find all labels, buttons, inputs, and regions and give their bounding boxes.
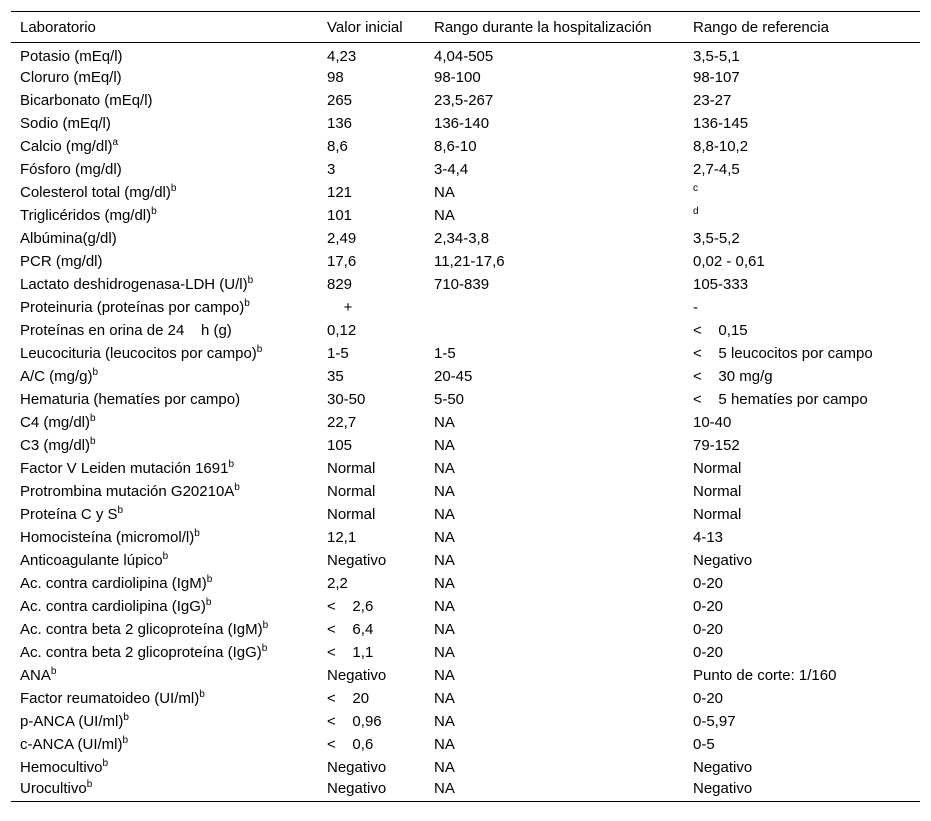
laboratory-name: p-ANCA (UI/ml) [20,712,124,730]
cell-reference-range [684,457,920,480]
cell-initial-value: < 20 [327,689,370,707]
cell-laboratory [11,503,318,526]
cell-laboratory [11,756,318,779]
table-header [11,12,920,43]
cell-laboratory [11,733,318,756]
cell-laboratory [11,388,318,411]
reference-value: 0-20 [693,620,724,638]
reference-value: 98-107 [693,68,740,86]
laboratory-name: Factor V Leiden mutación 1691 [20,459,229,477]
cell-laboratory [11,687,318,710]
cell-reference-range [684,227,920,250]
cell-hospital-range [425,319,684,342]
table-row [11,434,920,457]
cell-reference-range [684,503,920,526]
cell-hospital-range: NA [434,597,455,615]
cell-laboratory [11,434,318,457]
cell-hospital-range: NA [434,436,455,454]
cell-initial-value: Negativo [327,666,387,684]
reference-value: 4-13 [693,528,724,546]
cell-reference-range [684,756,920,779]
table-row [11,89,920,112]
cell-laboratory [11,526,318,549]
footnote-marker: b [228,458,235,470]
cell-initial-value: Negativo [327,551,387,569]
laboratory-name: Hematuria (hematíes por campo) [20,390,241,408]
cell-laboratory [11,273,318,296]
cell-laboratory [11,296,318,319]
cell-reference-range [684,733,920,756]
table-row [11,112,920,135]
footnote-marker: b [117,504,124,516]
reference-value: 0-20 [693,689,724,707]
reference-value: 136-145 [693,114,749,132]
cell-reference-range [684,89,920,112]
reference-value: 0-5,97 [693,712,736,730]
cell-laboratory [11,227,318,250]
table-row [11,595,920,618]
cell-reference-range [684,365,920,388]
reference-value: 23-27 [693,91,732,109]
laboratory-name: Potasio (mEq/l) [20,48,123,66]
header-initial-value: Valor inicial [318,12,425,43]
cell-hospital-range: 11,21-17,6 [434,252,505,270]
cell-initial-value: 98 [327,68,344,86]
cell-initial-value: Normal [327,459,376,477]
cell-initial-value: 136 [327,114,353,132]
cell-hospital-range: 98-100 [434,68,481,86]
cell-initial-value: 105 [327,436,353,454]
reference-value: Punto de corte: 1/160 [693,666,837,684]
cell-initial-value: 22,7 [327,413,357,431]
reference-value: Normal [693,482,742,500]
table-row [11,503,920,526]
reference-value: 10-40 [693,413,732,431]
reference-value: 3,5-5,1 [693,48,740,66]
cell-reference-range [684,158,920,181]
table-row [11,365,920,388]
header-reference-range: Rango de referencia [684,12,920,43]
laboratory-name: Factor reumatoideo (UI/ml) [20,689,200,707]
reference-value: Normal [693,459,742,477]
cell-initial-value: 3 [327,160,336,178]
cell-reference-range [684,641,920,664]
cell-reference-range [684,181,920,204]
laboratory-name: Calcio (mg/dl) [20,137,113,155]
reference-value: 3,5-5,2 [693,229,740,247]
cell-reference-range [684,779,920,802]
cell-reference-range [684,135,920,158]
cell-laboratory [11,66,318,89]
footnote-marker: c [693,182,698,194]
cell-reference-range [684,296,920,319]
reference-value: 0,02 - 0,61 [693,252,765,270]
laboratory-name: C4 (mg/dl) [20,413,91,431]
cell-initial-value: 17,6 [327,252,357,270]
cell-initial-value: + [327,298,353,316]
laboratory-name: Albúmina(g/dl) [20,229,117,247]
cell-hospital-range: NA [434,735,455,753]
laboratory-name: Triglicéridos (mg/dl) [20,206,152,224]
cell-initial-value: < 0,96 [327,712,382,730]
cell-hospital-range: NA [434,528,455,546]
cell-hospital-range: 710-839 [434,275,490,293]
cell-laboratory [11,319,318,342]
footnote-marker: b [234,481,240,493]
cell-laboratory [11,112,318,135]
cell-initial-value: 2,49 [327,229,357,247]
cell-hospital-range: 136-140 [434,114,490,132]
cell-hospital-range: 1-5 [434,344,456,362]
cell-reference-range [684,204,920,227]
cell-initial-value: < 0,6 [327,735,374,753]
cell-reference-range [684,112,920,135]
header-laboratory: Laboratorio [11,12,318,43]
laboratory-name: Ac. contra cardiolipina (IgM) [20,574,207,592]
cell-hospital-range: 5-50 [434,390,465,408]
footnote-marker: b [256,343,263,355]
footnote-marker: b [102,757,109,769]
table-row [11,319,920,342]
laboratory-name: C3 (mg/dl) [20,436,91,454]
cell-reference-range [684,572,920,595]
cell-laboratory [11,618,318,641]
cell-initial-value: < 1,1 [327,643,374,661]
reference-value: 0-20 [693,574,724,592]
header-row [11,12,920,43]
footnote-marker: b [205,596,212,608]
footnote-marker: b [206,573,213,585]
cell-reference-range [684,480,920,503]
footnote-marker: b [162,550,169,562]
cell-hospital-range: NA [434,551,455,569]
cell-reference-range [684,43,920,66]
cell-initial-value: 829 [327,275,353,293]
laboratory-name: Ac. contra beta 2 glicoproteína (IgM) [20,620,263,638]
cell-initial-value: < 6,4 [327,620,374,638]
reference-value: < 5 leucocitos por campo [693,344,873,362]
cell-reference-range [684,342,920,365]
table-row [11,526,920,549]
footnote-marker: b [90,435,96,447]
table-row [11,572,920,595]
cell-laboratory [11,250,318,273]
cell-reference-range [684,434,920,457]
cell-laboratory [11,710,318,733]
cell-hospital-range: NA [434,459,455,477]
cell-initial-value: 12,1 [327,528,357,546]
cell-laboratory [11,480,318,503]
table-row [11,135,920,158]
cell-hospital-range: 3-4,4 [434,160,469,178]
cell-hospital-range: 4,04-505 [434,48,494,66]
footnote-marker: b [92,366,99,378]
cell-hospital-range: NA [434,413,455,431]
cell-hospital-range: NA [434,505,455,523]
cell-reference-range [684,66,920,89]
cell-initial-value: 2,2 [327,574,348,592]
cell-laboratory [11,572,318,595]
reference-value: Negativo [693,758,753,776]
reference-value: 0-5 [693,735,715,753]
lab-results-table [11,11,920,802]
cell-hospital-range: 20-45 [434,367,473,385]
laboratory-name: Proteína C y S [20,505,118,523]
table-row [11,43,920,66]
laboratory-name: Protrombina mutación G20210A [20,482,235,500]
laboratory-name: Lactato deshidrogenasa-LDH (U/l) [20,275,248,293]
cell-laboratory [11,779,318,802]
cell-reference-range [684,388,920,411]
laboratory-name: Leucocituria (leucocitos por campo) [20,344,257,362]
table-row [11,549,920,572]
table-row [11,756,920,779]
reference-value: 2,7-4,5 [693,160,740,178]
footnote-marker: b [247,274,254,286]
table-row [11,158,920,181]
cell-laboratory [11,43,318,66]
table-row [11,411,920,434]
cell-initial-value: Normal [327,482,376,500]
footnote-marker: b [262,619,269,631]
table-row [11,250,920,273]
cell-laboratory [11,158,318,181]
cell-initial-value: 8,6 [327,137,348,155]
cell-hospital-range [425,296,684,319]
cell-initial-value: 265 [327,91,353,109]
cell-reference-range [684,687,920,710]
table-row [11,664,920,687]
cell-initial-value: 30-50 [327,390,366,408]
table-row [11,480,920,503]
cell-reference-range [684,411,920,434]
cell-initial-value: 35 [327,367,344,385]
cell-reference-range [684,664,920,687]
reference-value: 79-152 [693,436,740,454]
footnote-marker: d [693,205,699,217]
cell-laboratory [11,664,318,687]
footnote-marker: b [170,182,177,194]
cell-laboratory [11,204,318,227]
cell-hospital-range: NA [434,666,455,684]
cell-hospital-range: NA [434,206,455,224]
laboratory-name: c-ANCA (UI/ml) [20,735,123,753]
footnote-marker: b [194,527,200,539]
cell-reference-range [684,595,920,618]
reference-value: Negativo [693,551,753,569]
footnote-marker: b [90,412,96,424]
cell-hospital-range: NA [434,643,455,661]
table-row [11,618,920,641]
cell-hospital-range: NA [434,758,455,776]
cell-hospital-range: NA [434,482,455,500]
cell-initial-value: Negativo [327,758,387,776]
cell-laboratory [11,342,318,365]
footnote-marker: b [123,711,129,723]
cell-reference-range [684,549,920,572]
header-hospital-range: Rango durante la hospitalización [425,12,684,43]
table-row [11,273,920,296]
reference-value: 105-333 [693,275,749,293]
laboratory-name: Hemocultivo [20,758,103,776]
laboratory-name: Ac. contra beta 2 glicoproteína (IgG) [20,643,262,661]
laboratory-name: Fósforo (mg/dl) [20,160,122,178]
table-row [11,641,920,664]
cell-initial-value: < 2,6 [327,597,374,615]
cell-hospital-range: 8,6-10 [434,137,477,155]
cell-reference-range [684,618,920,641]
cell-reference-range [684,250,920,273]
laboratory-name: Proteínas en orina de 24 h (g) [20,321,232,339]
cell-hospital-range: NA [434,183,455,201]
cell-laboratory [11,181,318,204]
laboratory-name: A/C (mg/g) [20,367,93,385]
cell-laboratory [11,641,318,664]
footnote-marker: b [86,778,93,790]
cell-hospital-range: NA [434,620,455,638]
reference-value: < 30 mg/g [693,367,773,385]
laboratory-name: Urocultivo [20,779,87,797]
laboratory-name: Colesterol total (mg/dl) [20,183,171,201]
table-row [11,66,920,89]
cell-initial-value: 0,12 [327,321,357,339]
laboratory-name: Bicarbonato (mEq/l) [20,91,153,109]
laboratory-name: Sodio (mEq/l) [20,114,111,132]
laboratory-name: Proteinuria (proteínas por campo) [20,298,245,316]
laboratory-name: Cloruro (mEq/l) [20,68,122,86]
table-row [11,342,920,365]
cell-reference-range [684,273,920,296]
table-row [11,296,920,319]
table-row [11,181,920,204]
table-row [11,204,920,227]
table-row [11,457,920,480]
table-row [11,388,920,411]
cell-hospital-range: 2,34-3,8 [434,229,490,247]
reference-value: - [693,298,698,316]
table-row [11,227,920,250]
cell-hospital-range: NA [425,779,684,802]
cell-laboratory [11,595,318,618]
cell-initial-value: 101 [327,206,353,224]
table-body [11,43,920,802]
laboratory-name: Ac. contra cardiolipina (IgG) [20,597,206,615]
table-row [11,687,920,710]
footnote-marker: b [151,205,157,217]
lab-results-table-container [11,11,920,802]
cell-initial-value: 121 [327,183,353,201]
cell-laboratory [11,135,318,158]
laboratory-name: PCR (mg/dl) [20,252,103,270]
cell-hospital-range: 23,5-267 [434,91,494,109]
reference-value: Negativo [693,779,753,797]
cell-laboratory [11,457,318,480]
reference-value: 0-20 [693,643,724,661]
laboratory-name: Anticoagulante lúpico [20,551,163,569]
cell-reference-range [684,319,920,342]
reference-value: 8,8-10,2 [693,137,749,155]
laboratory-name: Homocisteína (micromol/l) [20,528,195,546]
footnote-marker: b [261,642,268,654]
cell-hospital-range: NA [434,712,455,730]
reference-value: < 5 hematíes por campo [693,390,868,408]
footnote-marker: b [244,297,250,309]
laboratory-name: ANA [20,666,51,684]
cell-initial-value: Normal [327,505,376,523]
footnote-marker: b [122,734,129,746]
cell-laboratory [11,411,318,434]
table-row [11,710,920,733]
footnote-marker: b [50,665,57,677]
footnote-marker: a [112,136,119,148]
cell-laboratory [11,365,318,388]
reference-value: Normal [693,505,742,523]
table-row [11,779,920,802]
footnote-marker: b [199,688,205,700]
table-row [11,733,920,756]
reference-value: 0-20 [693,597,724,615]
cell-laboratory [11,89,318,112]
reference-value: < 0,15 [693,321,748,339]
cell-reference-range [684,526,920,549]
cell-laboratory [11,549,318,572]
cell-hospital-range: NA [434,689,455,707]
cell-hospital-range: NA [434,574,455,592]
cell-initial-value: 1-5 [327,344,349,362]
cell-initial-value: 4,23 [327,48,357,66]
cell-initial-value: Negativo [318,779,425,802]
cell-reference-range [684,710,920,733]
